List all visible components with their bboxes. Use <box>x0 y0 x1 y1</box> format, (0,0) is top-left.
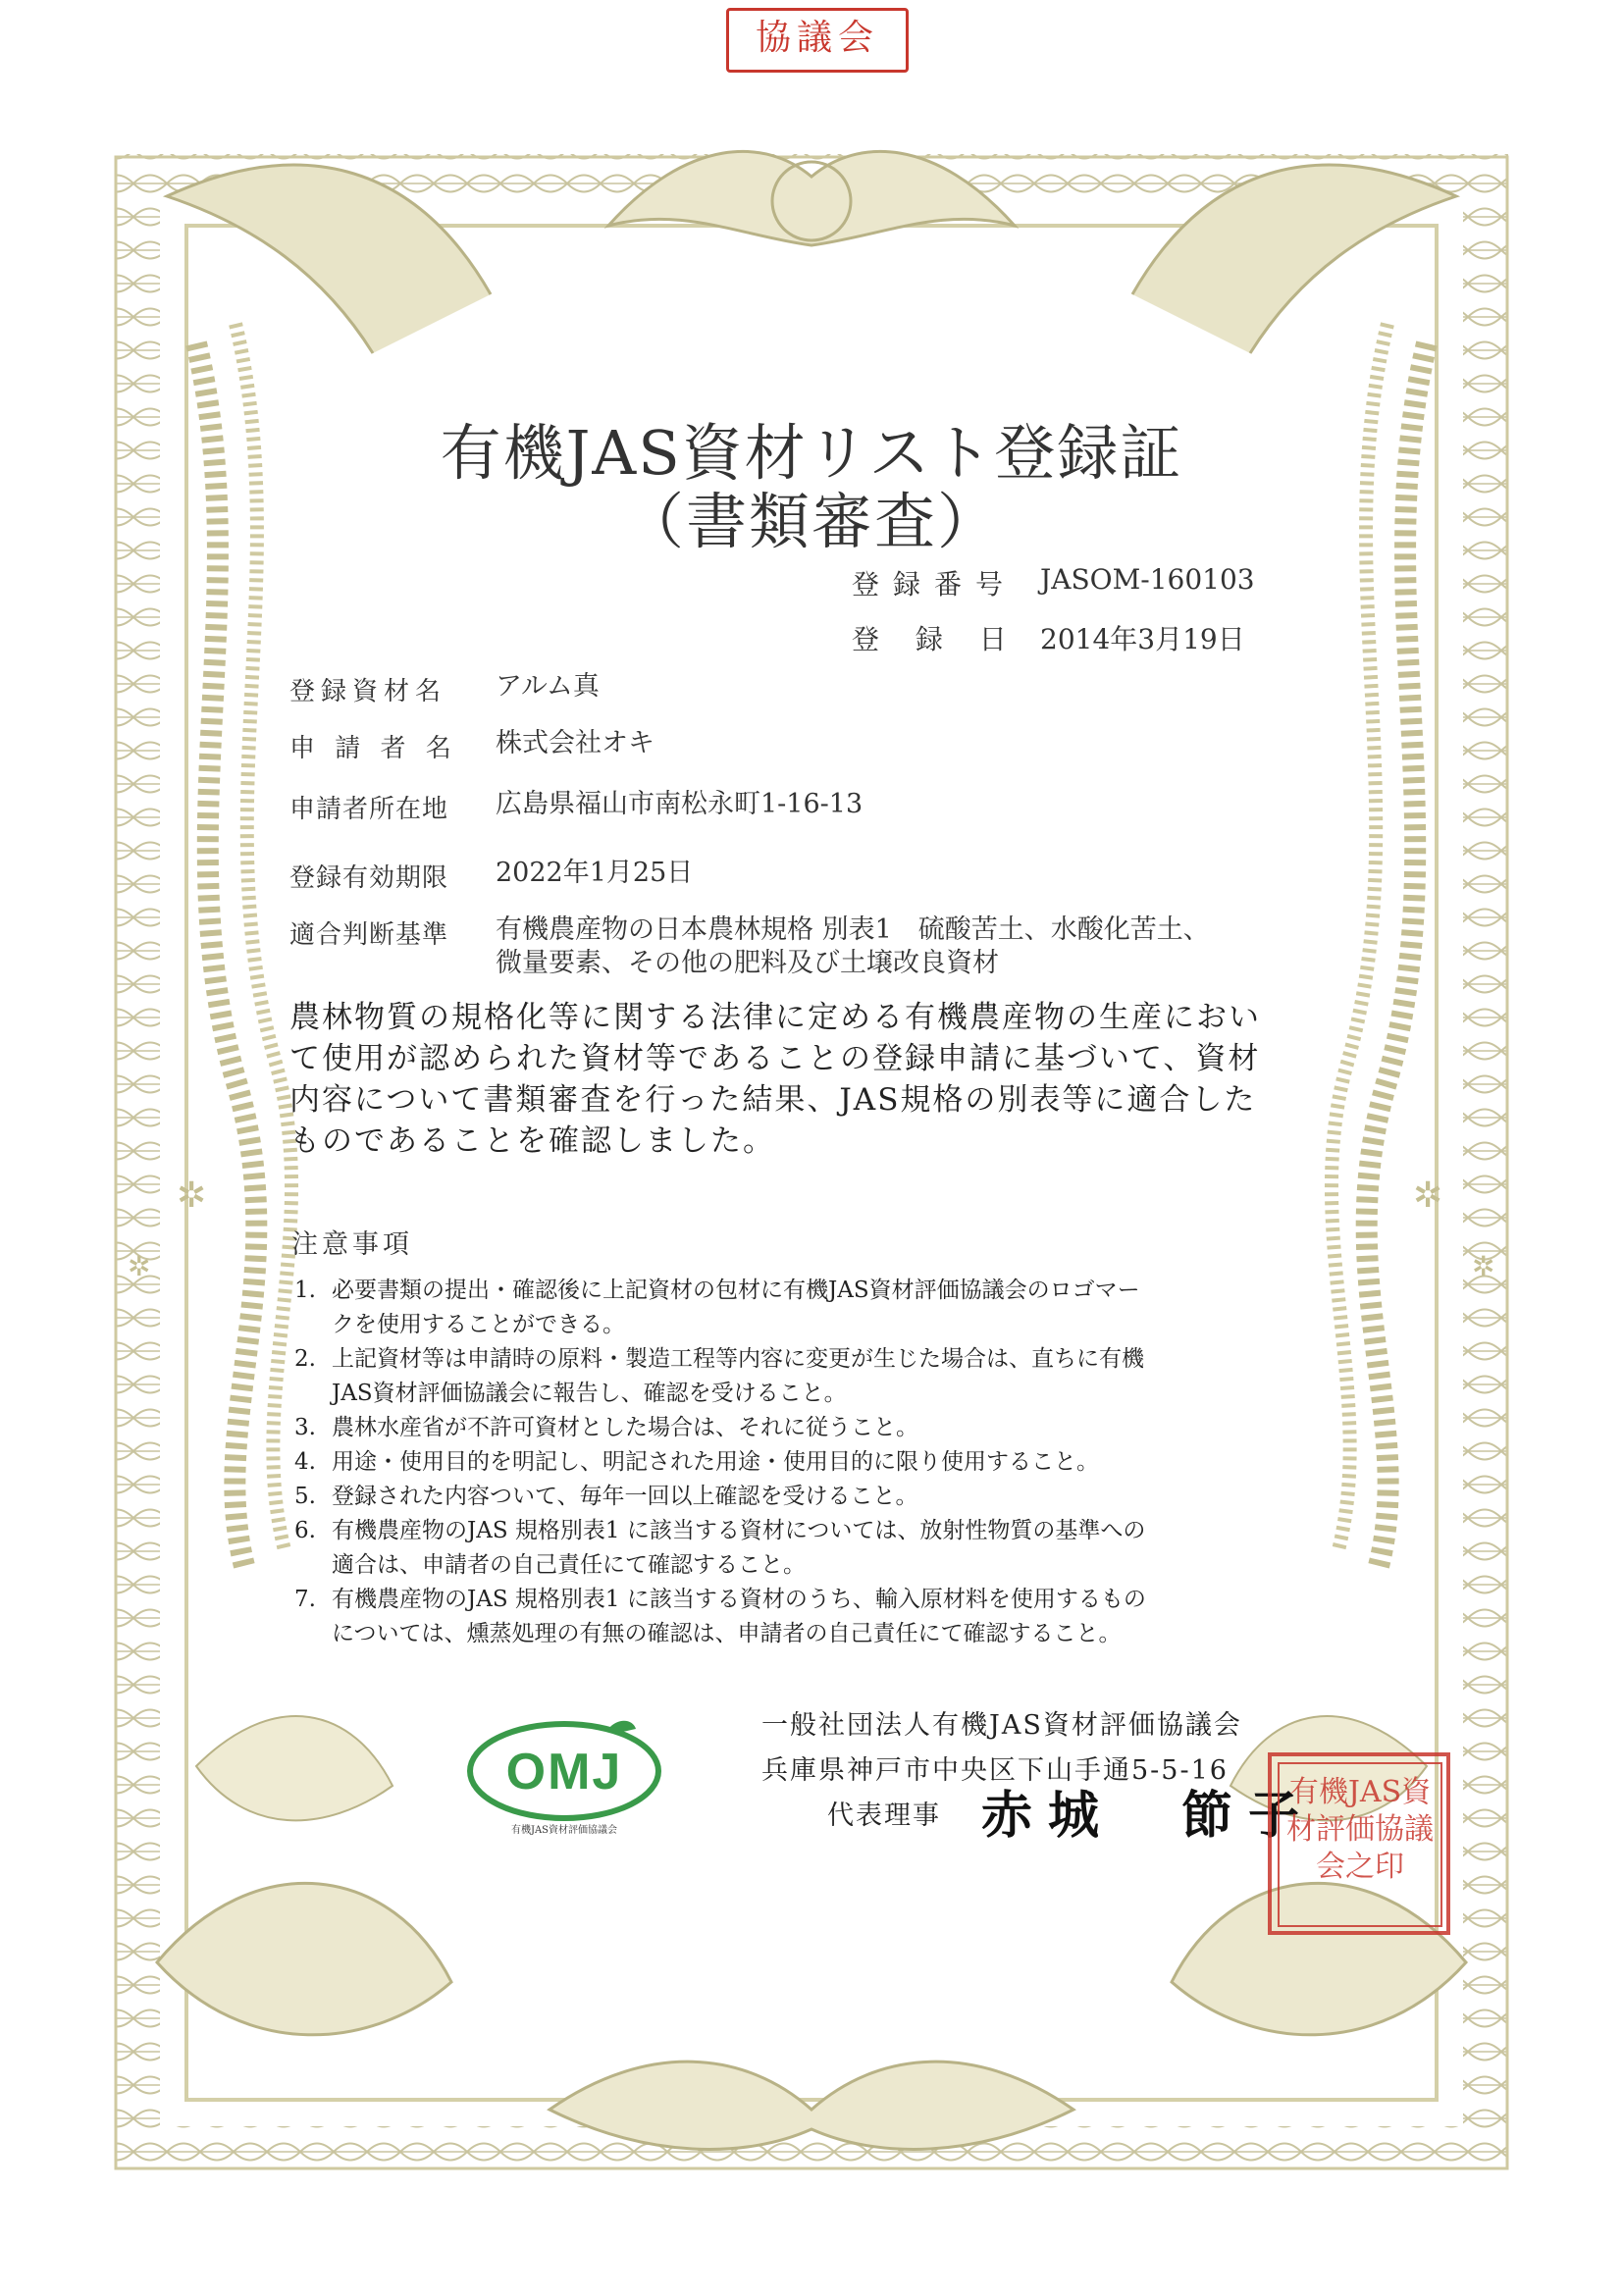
title-line1: 有機JAS資材リスト登録証 <box>440 417 1183 489</box>
registration-date-label: 登 録 日 <box>852 623 1021 655</box>
registration-number-value: JASOM-160103 <box>1040 563 1255 596</box>
omj-logo <box>461 1717 667 1835</box>
note-item <box>294 1342 1335 1411</box>
issuer-org: 一般社団法人有機JAS資材評価協議会 <box>761 1710 1242 1741</box>
svg-text:✲: ✲ <box>1472 1250 1495 1282</box>
note-item <box>294 1583 1335 1651</box>
note-item <box>294 1411 1335 1445</box>
note-number: 7. <box>294 1587 316 1612</box>
note-number: 2. <box>294 1346 316 1372</box>
top-seal <box>726 8 909 73</box>
field-value-address: 広島県福山市南松永町1-16-13 <box>496 789 864 819</box>
note-line: 用途・使用目的を明記し、明記された用途・使用目的に限り使用すること。 <box>332 1449 1099 1475</box>
note-line: 適合は、申請者の自己責任にて確認すること。 <box>332 1552 806 1578</box>
issuer-rep-name: 赤城 節子 <box>981 1786 1316 1846</box>
svg-text:✲: ✲ <box>177 1175 207 1216</box>
note-number: 1. <box>294 1278 316 1303</box>
field-value-criteria-line1: 有機農産物の日本農林規格 別表1 硫酸苦土、水酸化苦土、 <box>496 914 1210 945</box>
notes-list <box>294 1274 1335 1651</box>
note-line: 上記資材等は申請時の原料・製造工程等内容に変更が生じた場合は、直ちに有機 <box>332 1346 1144 1372</box>
field-label-criteria: 適合判断基準 <box>289 920 449 950</box>
notes-heading: 注意事項 <box>291 1229 413 1260</box>
note-number: 6. <box>294 1518 316 1543</box>
note-line: 必要書類の提出・確認後に上記資材の包材に有機JAS資材評価協議会のロゴマー <box>332 1278 1140 1303</box>
note-item <box>294 1480 1335 1514</box>
registration-number-label: 登録番号 <box>852 568 1018 600</box>
field-label-material: 登録資材名 <box>289 677 447 706</box>
note-number: 3. <box>294 1415 316 1440</box>
body-line: ものであることを確認しました。 <box>289 1123 775 1159</box>
title-line2: （書類審査） <box>622 486 1000 557</box>
note-line: については、燻蒸処理の有無の確認は、申請者の自己責任にて確認すること。 <box>332 1621 1122 1646</box>
field-label-expiry: 登録有効期限 <box>289 863 449 893</box>
issuer-address: 兵庫県神戸市中央区下山手通5-5-16 <box>761 1755 1229 1786</box>
body-paragraph <box>289 997 1271 1162</box>
body-line: 農林物質の規格化等に関する法律に定める有機農産物の生産におい <box>289 1000 1261 1035</box>
omj-logo-subtext: 有機JAS資材評価協議会 <box>510 1825 618 1836</box>
registration-date-value: 2014年3月19日 <box>1040 623 1245 655</box>
note-line: 有機農産物のJAS 規格別表1 に該当する資材のうち、輸入原材料を使用するもの <box>332 1587 1146 1612</box>
note-item <box>294 1445 1335 1480</box>
top-seal-text: 協議会 <box>755 18 879 58</box>
svg-text:✲: ✲ <box>1413 1175 1443 1216</box>
field-value-expiry: 2022年1月25日 <box>496 858 694 888</box>
note-line: 有機農産物のJAS 規格別表1 に該当する資材については、放射性物質の基準への <box>332 1518 1146 1543</box>
official-seal-text: 有機JAS資材評価協議会之印 <box>1278 1762 1442 1927</box>
body-line: 内容について書類審査を行った結果、JAS規格の別表等に適合した <box>289 1082 1257 1118</box>
note-number: 5. <box>294 1484 316 1509</box>
note-line: JAS資材評価協議会に報告し、確認を受けること。 <box>332 1381 847 1406</box>
svg-text:✲: ✲ <box>128 1250 151 1282</box>
official-seal <box>1268 1752 1450 1935</box>
field-label-applicant: 申 請 者 名 <box>289 734 457 763</box>
note-line: 登録された内容ついて、毎年一回以上確認を受けること。 <box>332 1484 918 1509</box>
field-value-applicant: 株式会社オキ <box>496 728 654 758</box>
field-label-address: 申請者所在地 <box>289 795 449 824</box>
body-line: て使用が認められた資材等であることの登録申請に基づいて、資材 <box>289 1041 1261 1076</box>
note-item <box>294 1514 1335 1583</box>
note-line: クを使用することができる。 <box>332 1312 625 1337</box>
note-number: 4. <box>294 1449 316 1475</box>
issuer-rep-title: 代表理事 <box>827 1800 941 1831</box>
note-item <box>294 1274 1335 1342</box>
field-value-criteria-line2: 微量要素、その他の肥料及び土壌改良資材 <box>496 948 999 978</box>
field-value-material: アルム真 <box>496 671 600 702</box>
omj-logo-text: OMJ <box>505 1744 623 1800</box>
note-line: 農林水産省が不許可資材とした場合は、それに従うこと。 <box>332 1415 918 1440</box>
